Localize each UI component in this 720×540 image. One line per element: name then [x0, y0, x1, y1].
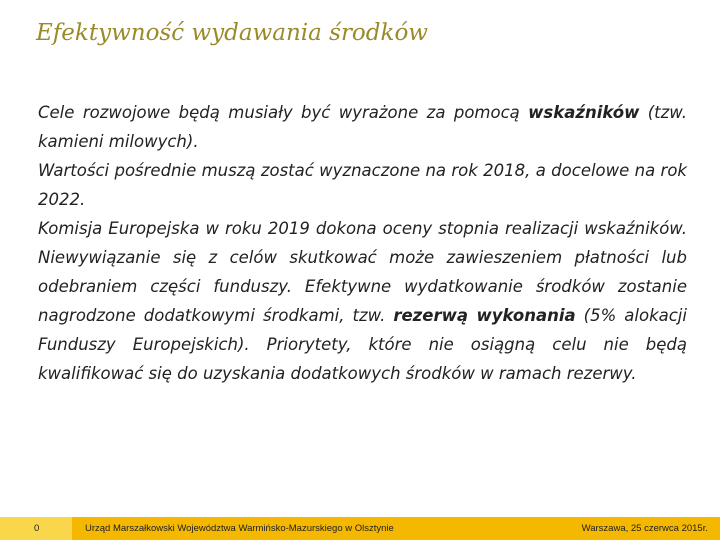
paragraph-review-text-end: (5% alokacji Funduszy Europejskich). Priorytety, które nie osiągną celu nie będą kwalifikować się do uzyskania dodatkowych środków w ramach rezerwy. — [38, 306, 687, 383]
paragraph-goals-text: Cele rozwojowe będą musiały być wyrażone za pomocą — [38, 103, 529, 122]
paragraph-review-text: Komisja Europejska w roku 2019 dokona oceny stopnia realizacji wskaźników. Niewywiązanie się z celów skutkować może zawieszeniem płatności lub odebraniem części funduszy. Efektywne wydatkowanie środków zostanie nagrodzone dodatkowymi środkami, tzw. — [38, 219, 687, 325]
paragraph-milestone-years: Wartości pośrednie muszą zostać wyznaczone na rok 2018, a docelowe na rok 2022. — [38, 161, 687, 209]
performance-reserve-term: rezerwą wykonania — [393, 306, 576, 325]
footer-date: Warszawa, 25 czerwca 2015r. — [581, 523, 708, 534]
page-number: 0 — [34, 523, 40, 534]
paragraph-goals-text-end: (tzw. kamieni milowych). — [38, 103, 687, 151]
footer-bar — [0, 517, 720, 540]
slide-body — [38, 98, 687, 388]
paragraph-goals — [38, 98, 687, 156]
slide-title: Efektywność wydawania środków — [36, 20, 428, 46]
paragraph-commission-review — [38, 214, 687, 388]
footer-organization: Urząd Marszałkowski Województwa Warmińsko-Mazurskiego w Olsztynie — [85, 523, 394, 534]
indicators-term: wskaźników — [528, 103, 640, 122]
page-number-box — [0, 517, 72, 540]
